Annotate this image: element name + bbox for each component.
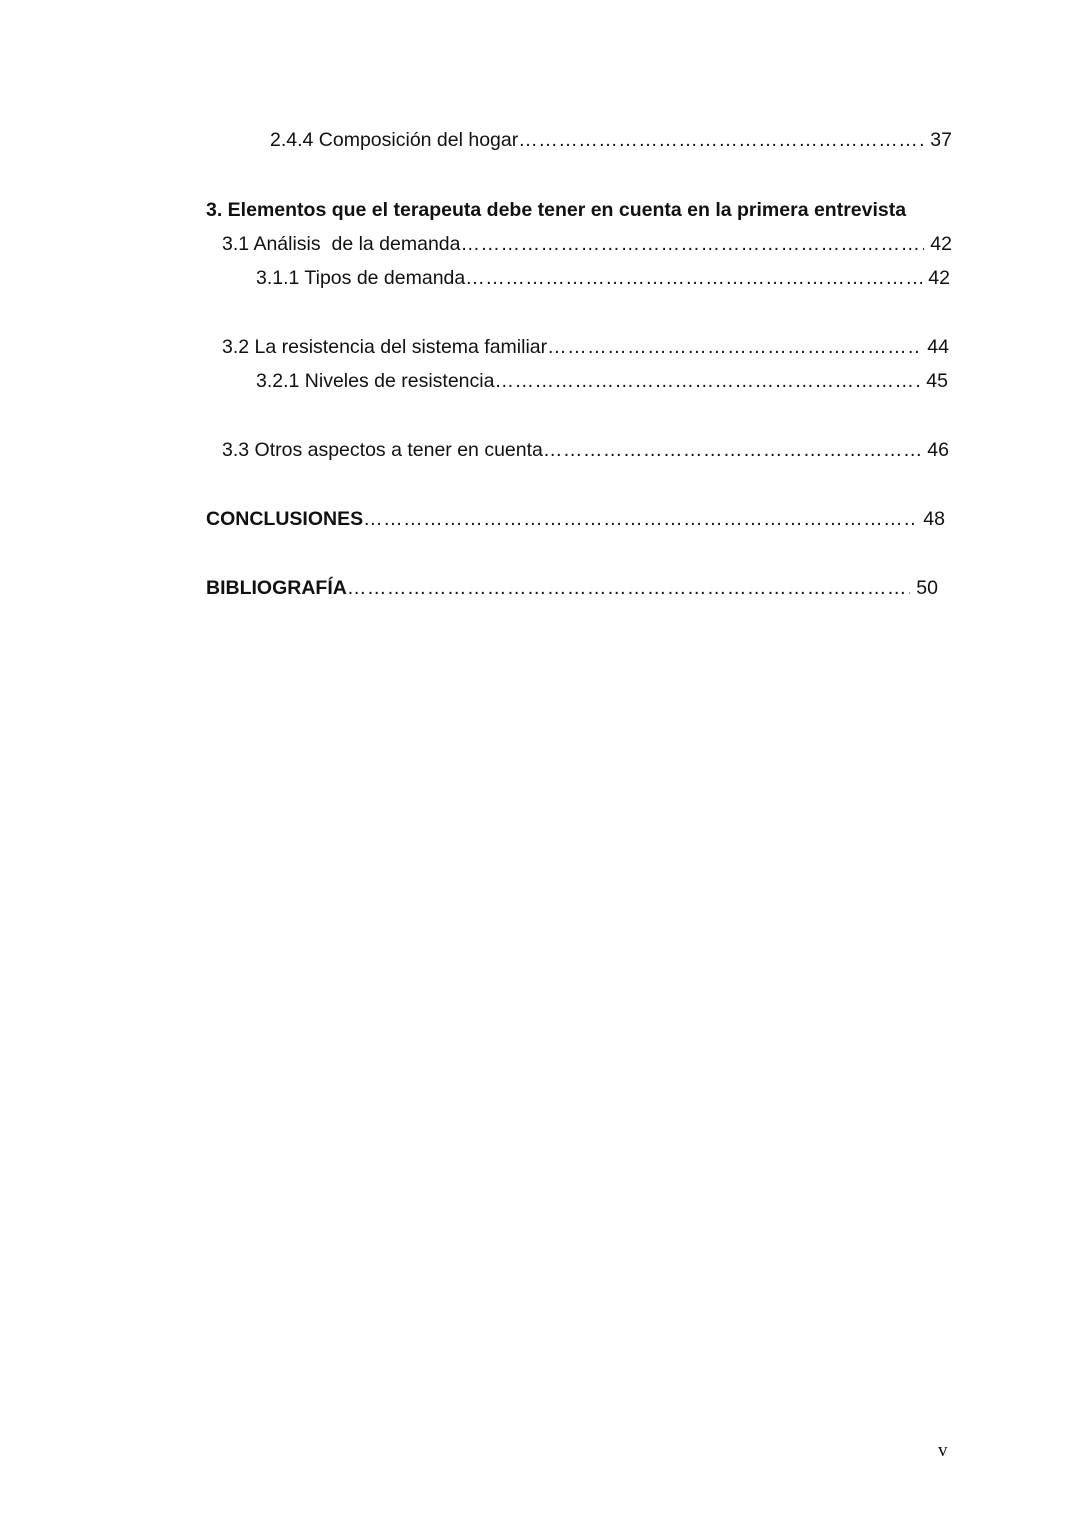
toc-entry-title: 3.1.1 Tipos de demanda — [256, 267, 466, 289]
toc-chapter-heading: 3. Elementos que el terapeuta debe tener en cuenta en la primera entrevista — [206, 199, 907, 221]
toc-leader-dots — [518, 128, 924, 152]
toc-entry-3-2-1 — [256, 369, 948, 393]
toc-leader-dots — [461, 232, 925, 256]
toc-leader-dots — [363, 507, 917, 531]
toc-entry-page: 37 — [930, 129, 952, 151]
toc-entry-title: 3.1 Análisis de la demanda — [222, 233, 461, 255]
toc-entry-3-1-1 — [256, 266, 950, 290]
toc-entry-title: CONCLUSIONES — [206, 508, 364, 530]
toc-entry-bibliografia — [206, 576, 938, 600]
toc-leader-dots — [347, 576, 910, 600]
toc-entry-title: 2.4.4 Composición del hogar — [270, 129, 519, 151]
toc-entry-title: 3.3 Otros aspectos a tener en cuenta — [222, 439, 543, 461]
toc-entry-title: BIBLIOGRAFÍA — [206, 577, 347, 599]
toc-entry-page: 46 — [927, 439, 949, 461]
toc-entry-page: 44 — [927, 336, 949, 358]
toc-entry-conclusiones — [206, 507, 945, 531]
toc-leader-dots — [543, 438, 921, 462]
toc-entry-3-2 — [222, 335, 949, 359]
toc-entry-title: 3.2.1 Niveles de resistencia — [256, 370, 495, 392]
toc-entry-page: 42 — [928, 267, 950, 289]
toc-entry-title: 3.2 La resistencia del sistema familiar — [222, 336, 548, 358]
toc-entry-page: 42 — [930, 233, 952, 255]
toc-leader-dots — [465, 266, 922, 290]
toc-entry-3-3 — [222, 438, 949, 462]
toc-entry-page: 50 — [916, 577, 938, 599]
toc-entry-2-4-4 — [270, 128, 952, 152]
toc-entry-page: 45 — [926, 370, 948, 392]
toc-entry-3-1 — [222, 232, 952, 256]
toc-leader-dots — [494, 369, 920, 393]
page-number-footer: v — [938, 1440, 948, 1461]
toc-entry-page: 48 — [923, 508, 945, 530]
toc-leader-dots — [547, 335, 921, 359]
